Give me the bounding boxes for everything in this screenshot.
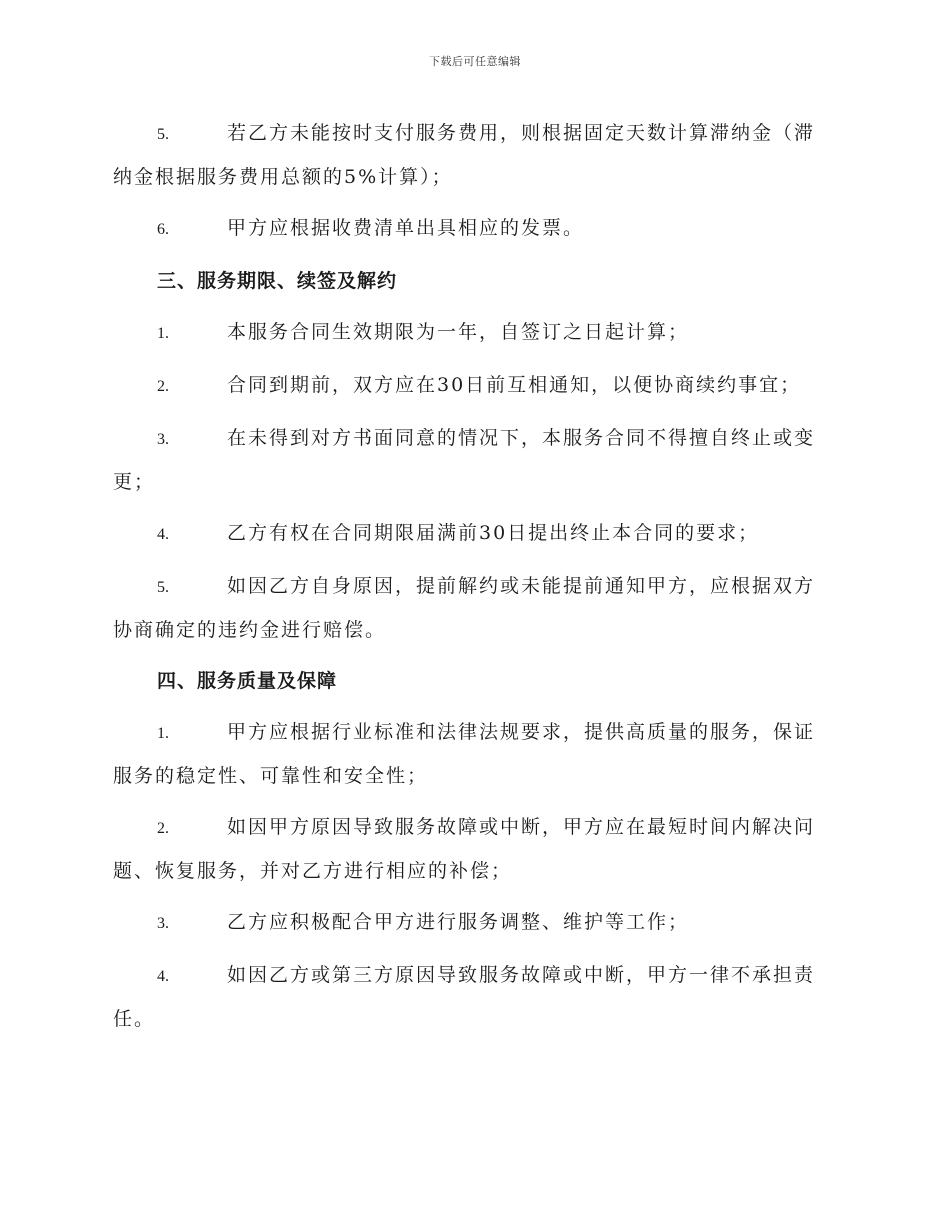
item-text: 如因乙方自身原因，提前解约或未能提前通知甲方，应根据双方协商确定的违约金进行赔偿。 — [113, 575, 816, 641]
list-item — [113, 112, 833, 198]
page-header: 下载后可任意编辑 — [429, 55, 521, 68]
item-number: 2. — [157, 378, 169, 395]
item-number: 5. — [157, 126, 169, 143]
item-text: 在未得到对方书面同意的情况下，本服务合同不得擅自终止或变更； — [113, 427, 816, 493]
item-number: 3. — [157, 915, 169, 932]
item-number: 2. — [157, 820, 169, 837]
list-item — [113, 512, 833, 556]
item-text: 乙方有权在合同期限届满前30日提出终止本合同的要求； — [227, 522, 760, 544]
document-body — [113, 112, 833, 1049]
section-heading-term: 三、服务期限、续签及解约 — [157, 270, 398, 292]
item-text: 乙方应积极配合甲方进行服务调整、维护等工作； — [227, 911, 690, 933]
item-text: 若乙方未能按时支付服务费用，则根据固定天数计算滞纳金（滞纳金根据服务费用总额的5%计算）； — [113, 122, 816, 188]
list-item — [113, 364, 833, 408]
list-item — [113, 806, 833, 892]
item-number: 4. — [157, 526, 169, 543]
list-item — [113, 565, 833, 651]
item-text: 甲方应根据收费清单出具相应的发票。 — [227, 217, 585, 239]
list-item — [113, 954, 833, 1040]
item-text: 如因甲方原因导致服务故障或中断，甲方应在最短时间内解决问题、恢复服务，并对乙方进行相应的补偿； — [113, 816, 816, 882]
item-text: 甲方应根据行业标准和法律法规要求，提供高质量的服务，保证服务的稳定性、可靠性和安全性； — [113, 721, 816, 787]
list-item — [113, 417, 833, 503]
item-text: 本服务合同生效期限为一年，自签订之日起计算； — [227, 321, 690, 343]
list-item — [113, 711, 833, 797]
item-number: 3. — [157, 431, 169, 448]
item-text: 如因乙方或第三方原因导致服务故障或中断，甲方一律不承担责任。 — [113, 964, 816, 1030]
section-heading-quality: 四、服务质量及保障 — [157, 670, 338, 692]
item-number: 1. — [157, 725, 169, 742]
item-number: 1. — [157, 325, 169, 342]
item-number: 5. — [157, 579, 169, 596]
item-number: 4. — [157, 968, 169, 985]
list-item — [113, 901, 833, 945]
list-item — [113, 207, 833, 251]
list-item — [113, 311, 833, 355]
item-number: 6. — [157, 221, 169, 238]
item-text: 合同到期前，双方应在30日前互相通知，以便协商续约事宜； — [227, 374, 802, 396]
